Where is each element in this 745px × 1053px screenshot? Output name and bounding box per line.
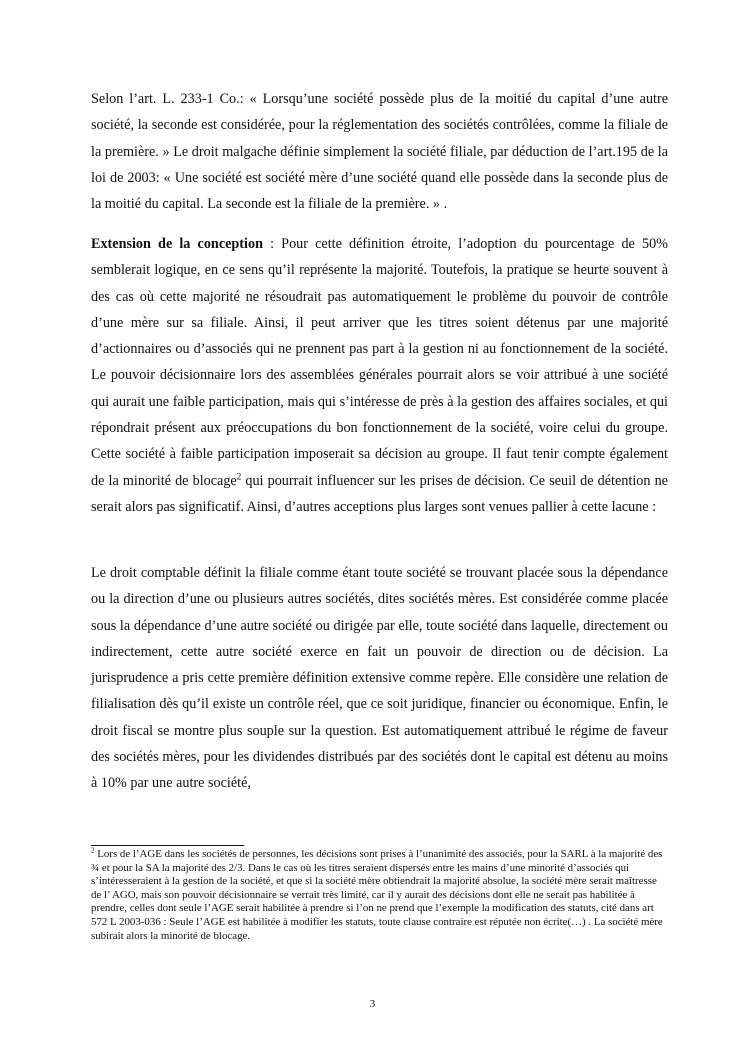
footnote-text: Lors de l’AGE dans les sociétés de personnes, les décisions sont prises à l’unanimité des associés, pour la SARL à la majorité des ¾ et pour la SA la majorité des 2/3. Dans le cas où les titres seraient dispersés entre les mains d’une minorité d’associés qui s’intéresseraient à la gestion de la société, et que si la société mère obtiendrait la majorité absolue, la société mère serait maîtresse de l’ AGO, mais son pouvoir décisionnaire se verrait très limité, car il y aurait des décisions dont elle ne serait pas habilitée à prendre, celles dont seule l’AGE serait habilitée à prendre si l’on ne prend que l’exemple la modification des statuts, cité dans art 572 L 2003-036 : Seule l’AGE est habilitée à modifier les statuts, toute clause contraire est réputée non écrite(…) . La société mère subirait alors la minorité de blocage. <box>91 848 663 942</box>
paragraph-text-continued: qui pourrait influencer sur les prises de décision. Ce seuil de détention ne serait alors pas significatif. Ainsi, d’autres acceptions plus larges sont venues pallier à cette lacune : <box>91 472 668 515</box>
footnote-reference[interactable]: 2 <box>236 470 242 481</box>
paragraph-extension-conception <box>91 231 668 520</box>
paragraph-definition-filiale: Selon l’art. L. 233-1 Co.: « Lorsqu’une société possède plus de la moitié du capital d’une autre société, la seconde est considérée, pour la réglementation des sociétés contrôlées, comme la filiale de la première. » Le droit malgache définie simplement la société filiale, par déduction de l’art.195 de la loi de 2003: « Une société est société mère d’une société quand elle possède dans la seconde plus de la moitié du capital. La seconde est la filiale de la première. » . <box>91 91 668 213</box>
paragraph-droit-comptable: Le droit comptable définit la filiale comme étant toute société se trouvant placée sous la dépendance ou la direction d’une ou plusieurs autres sociétés, dites sociétés mères. Est considérée comme placée sous la dépendance d’une autre société ou dirigée par elle, toute société dans laquelle, directement ou indirectement, cette autre société exerce en fait un pouvoir de direction ou de décision. La jurisprudence a pris cette première définition extensive comme repère. Elle considère une relation de filialisation dès qu’il existe un contrôle réel, que ce soit juridique, financier ou économique. Enfin, le droit fiscal se montre plus souple sur la question. Est automatiquement attribué le régime de faveur des sociétés mères, pour les dividendes distribués par des sociétés dont le capital est détenu au moins à 10% par une autre société, <box>91 565 668 792</box>
footnote-separator <box>91 845 244 846</box>
section-heading: Extension de la conception <box>91 236 263 252</box>
paragraph-text: : Pour cette définition étroite, l’adoption du pourcentage de 50% semblerait logique, en ce sens qu’il représente la majorité. Toutefois, la pratique se heurte souvent à des cas où cette majorité ne résoudrait pas automatiquement le problème du pouvoir de contrôle d’une mère sur sa filiale. Ainsi, il peut arriver que les titres soient détenus par une majorité d’actionnaires ou d’associés qui ne prennent pas part à la gestion ni au fonctionnement de la société. Le pouvoir décisionnaire lors des assemblées générales pourrait alors se voir attribué à une société qui aurait une faible participation, mais qui s’intéresse de près à la gestion des affaires sociales, et qui répondrait présent aux préoccupations du bon fonctionnement de la société, voire celui du groupe. Cette société à faible participation imposerait sa décision au groupe. Il faut tenir compte également de la minorité de blocage <box>91 236 668 489</box>
page-number: 3 <box>369 998 376 1010</box>
footnote-number: 2 <box>91 846 95 855</box>
footnote <box>91 848 668 943</box>
